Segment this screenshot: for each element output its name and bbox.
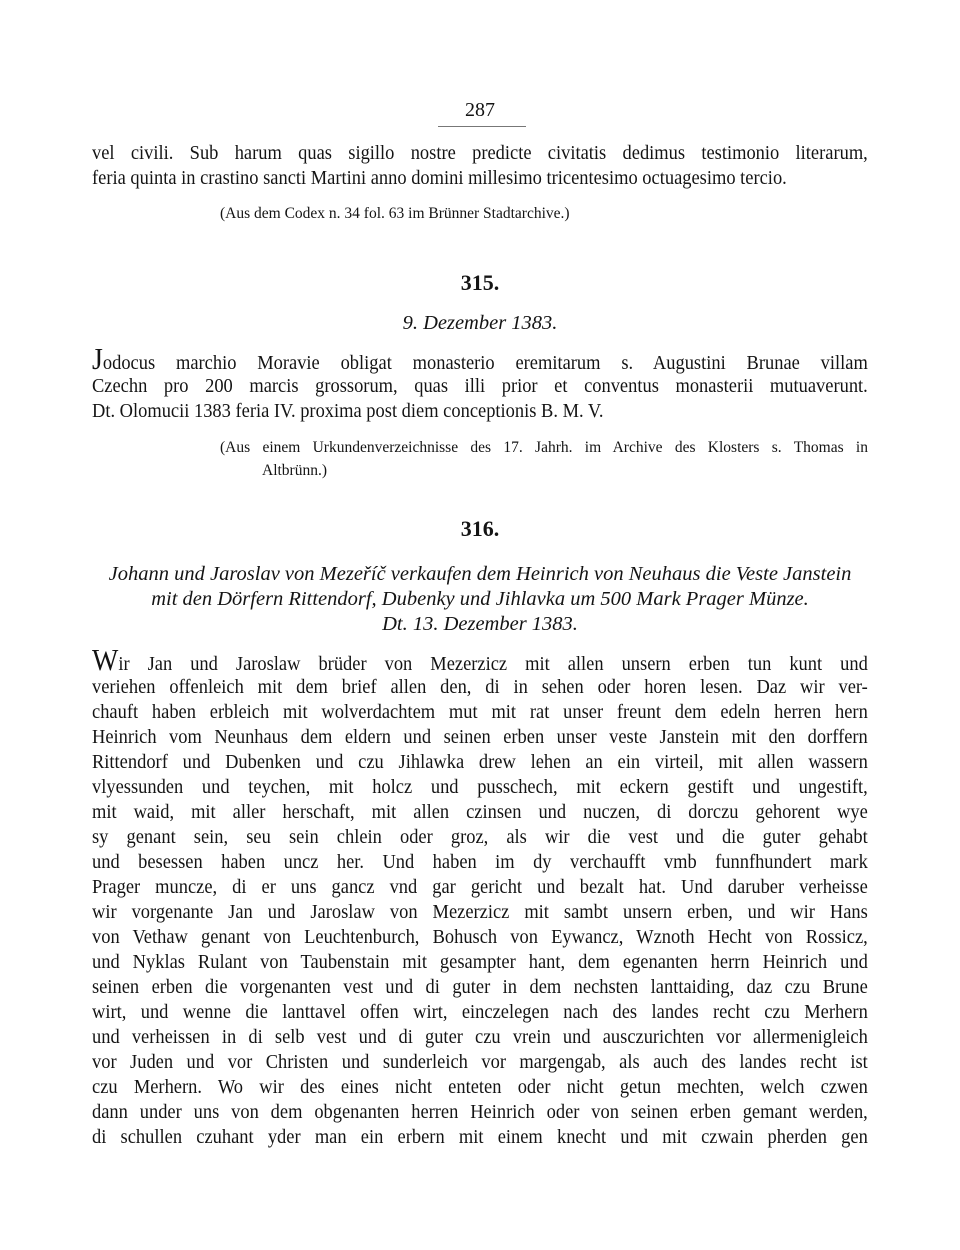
regest-line: Dt. 13. Dezember 1383. (382, 613, 578, 635)
body-line: czu Merhern. Wo wir des eines nicht enteten oder nicht getun mechten, welch czwen (92, 1076, 868, 1098)
regest-line: Johann und Jaroslav von Mezeříč verkaufen dem Heinrich von Neuhaus die Veste Janstein (108, 563, 852, 585)
body-line (92, 642, 868, 677)
page-number-rule (438, 126, 526, 127)
initial-letter: J (92, 341, 103, 376)
body-line: mit waid, mit aller herschaft, mit allen czinsen und nuczen, di dorczu gehorent wye (92, 801, 868, 823)
document-regest (0, 562, 960, 637)
regest-paragraph (92, 341, 868, 424)
body-line (92, 341, 868, 376)
body-line: seinen erben die vorgenanten vest und di guter in dem nechsten lanttaiding, daz czu Brune (92, 976, 868, 998)
body-line: und verheissen in di selb vest und di guter czu vrein und ausczurichten vor allermenigleich (92, 1026, 868, 1048)
body-line: und Nyklas Rulant von Taubenstain mit gesampter hant, dem egenanten herrn Heinrich und (92, 951, 868, 973)
body-line: und besessen haben uncz her. Und haben im dy verchaufft vmb funnfhundert mark (92, 851, 868, 873)
continuation-paragraph (92, 141, 868, 191)
body-line: Heinrich vom Neunhaus dem eldern und seinen erben unser veste Janstein mit den dorffern (92, 726, 868, 748)
document-date: 9. Dezember 1383. (402, 312, 558, 334)
body-line: Rittendorf und Dubenken und czu Jihlawka drew lehen an ein virteil, mit allen wassern (92, 751, 868, 773)
body-line-text: odocus marchio Moravie obligat monasterio eremitarum s. Augustini Brunae villam (102, 352, 868, 374)
page-number: 287 (465, 99, 495, 121)
body-line: vel civili. Sub harum quas sigillo nostre predicte civitatis dedimus testimonio literarum, (92, 142, 868, 164)
body-line: Czechn pro 200 marcis grossorum, quas illi prior et conventus monasterii mutuaverunt. (92, 375, 868, 397)
document-number: 315. (460, 270, 500, 295)
source-note-text: (Aus dem Codex n. 34 fol. 63 im Brünner Stadtarchive.) (220, 205, 570, 222)
body-line: chauft haben erbleich mit wolverdachtem mut mit rat unser freunt dem edeln herren hern (92, 701, 868, 723)
document-body (92, 642, 868, 1150)
body-line-text: ir Jan und Jaroslaw brüder von Mezerzicz mit allen unsern erben tun kunt und (118, 653, 868, 675)
source-note (220, 437, 868, 459)
body-line: Prager muncze, di er uns gancz vnd gar gericht und bezalt hat. Und daruber verheisse (92, 876, 868, 898)
body-line: von Vethaw genant von Leuchtenburch, Bohusch von Eywancz, Wznoth Hecht von Rossicz, (92, 926, 868, 948)
body-line: wirt, und wenne die lanttavel offen wirt, einczelegen nach des landes recht czu Merhern (92, 1001, 868, 1023)
source-note (262, 460, 462, 482)
body-line: wir vorgenante Jan und Jaroslaw von Mezerzicz mit sambt unsern erben, und wir Hans (92, 901, 868, 923)
source-note (220, 203, 820, 225)
body-line: di schullen czuhant yder man ein erbern mit einem knecht und mit czwain pherden gen (92, 1126, 868, 1148)
document-number: 316. (460, 516, 500, 541)
source-note-text: (Aus einem Urkundenverzeichnisse des 17. Jahrh. im Archive des Klosters s. Thomas in (220, 439, 868, 456)
body-line: veriehen offenleich mit dem brief allen den, di in sehen oder horen lesen. Daz wir ver- (92, 676, 868, 698)
body-line: sy genant sein, seu sein chlein oder groz, als wir die vest und die guter gehabt (92, 826, 868, 848)
initial-letter: W (92, 642, 119, 677)
body-line: dann under uns von dem obgenanten herren Heinrich oder von seinen erben gemant werden, (92, 1101, 868, 1123)
body-line: vor Juden und vor Christen und sunderleich vor margengab, als auch des landes recht ist (92, 1051, 868, 1073)
regest-line: mit den Dörfern Rittendorf, Dubenky und Jihlavka um 500 Mark Prager Münze. (151, 588, 809, 610)
body-line: vlyessunden und teychen, mit holcz und pusschech, mit eckern gestift und ungestift, (92, 776, 868, 798)
source-note-text: Altbrünn.) (262, 462, 328, 479)
body-line: Dt. Olomucii 1383 feria IV. proxima post diem conceptionis B. M. V. (92, 400, 604, 422)
body-line: feria quinta in crastino sancti Martini anno domini millesimo tricentesimo octuagesimo tercio. (92, 167, 787, 189)
